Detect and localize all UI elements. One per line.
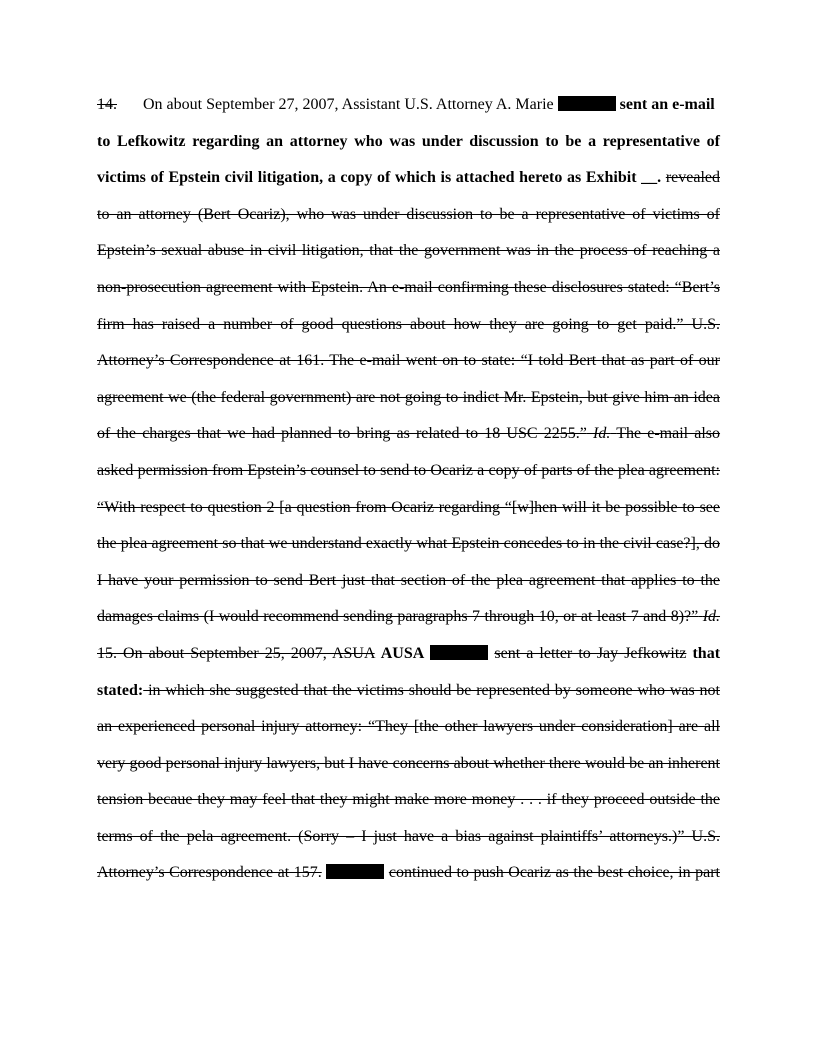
para15-line-2 [97, 673, 720, 710]
para14-line-1-text: On about September 27, 2007, Assistant U.S. Attorney A. Marie [143, 96, 554, 113]
para15-line-7-b: continued to push Ocariz as the best choice, in part [388, 864, 720, 882]
para14-line-11: asked permission from Epstein’s counsel to send to Ocariz a copy of parts of the plea agreement: [97, 461, 720, 479]
para14-line-10-c: The e-mail also [616, 425, 721, 443]
para15-line-1 [97, 636, 720, 673]
para15-line-2-b: in which she suggested that the victims should be represented by someone who was not [143, 681, 720, 699]
para14-line-7: firm has raised a number of good questions about how they are going to get paid.” U.S. [97, 315, 720, 333]
para15-line-6: terms of the pela agreement. (Sorry – I just have a bias against plaintiffs’ attorneys.)” U.S. [97, 827, 720, 845]
para14-line-4: to an attorney (Bert Ocariz), who was under discussion to be a representative of victims of [97, 205, 720, 223]
para15-line-1-that: that [692, 644, 721, 662]
para15-line-2-stated: stated: [97, 681, 144, 699]
para14-line-3-inserted: victims of Epstein civil litigation, a copy of which is attached hereto as Exhibit __. [97, 169, 662, 187]
redaction-block [558, 96, 616, 111]
para14-line-12: “With respect to question 2 [a question from Ocariz regarding “[w]hen will it be possible to see [97, 498, 720, 516]
para15-line-7-a: Attorney’s Correspondence at 157. [97, 864, 322, 882]
para14-line-3-struck: revealed [665, 169, 720, 187]
para15-line-3: an experienced personal injury attorney: “They [the other lawyers under consideration] are all [97, 718, 720, 736]
para14-line-13: the plea agreement so that we understand exactly what Epstein concedes to in the civil case?], do [97, 535, 720, 553]
para14-line-3 [97, 160, 720, 197]
redaction-block [430, 645, 488, 660]
para14-line-6: non-prosecution agreement with Epstein. An e-mail confirming these disclosures stated: “Bert’s [97, 278, 720, 296]
para14-number: 14. [97, 96, 117, 113]
para14-line-9: agreement we (the federal government) are not going to indict Mr. Epstein, but give him an idea [97, 388, 720, 406]
para14-line-8: Attorney’s Correspondence at 161. The e-mail went on to state: “I told Bert that as part of our [97, 352, 720, 370]
para15-line-1-ausa: AUSA [380, 644, 425, 662]
para15-line-1-a: 15. On about September 25, 2007, ASUA [97, 644, 375, 662]
para14-line-14: I have your permission to send Bert just that section of the plea agreement that applies to the [97, 571, 720, 589]
para14-line-15 [97, 599, 720, 636]
para14-inserted-text: sent an e-mail [619, 96, 715, 113]
para14-line-10 [97, 416, 720, 453]
para14-line-1 [97, 87, 720, 124]
para14-line-10-id: Id. [592, 425, 611, 443]
para14-line-15-a: damages claims (I would recommend sending paragraphs 7 through 10, or at least 7 and 8)?” [97, 608, 699, 626]
para14-line-2: to Lefkowitz regarding an attorney who was under discussion to be a representative of [97, 132, 720, 150]
redaction-block [326, 864, 384, 879]
para15-line-4: very good personal injury lawyers, but I have concerns about whether there would be an inherent [97, 754, 720, 772]
para14-line-15-id: Id. [702, 608, 721, 626]
para14-line-5: Epstein’s sexual abuse in civil litigation, that the government was in the process of reaching a [97, 242, 720, 260]
document-page [97, 87, 720, 892]
para14-line-10-a: of the charges that we had planned to bring as related to 18 USC 2255.” [97, 425, 587, 443]
para15-line-1-c: sent a letter to Jay Jefkowitz [494, 644, 687, 662]
para15-line-5: tension becaue they may feel that they might make more money . . . if they proceed outside the [97, 791, 720, 809]
para15-line-7 [97, 855, 720, 892]
